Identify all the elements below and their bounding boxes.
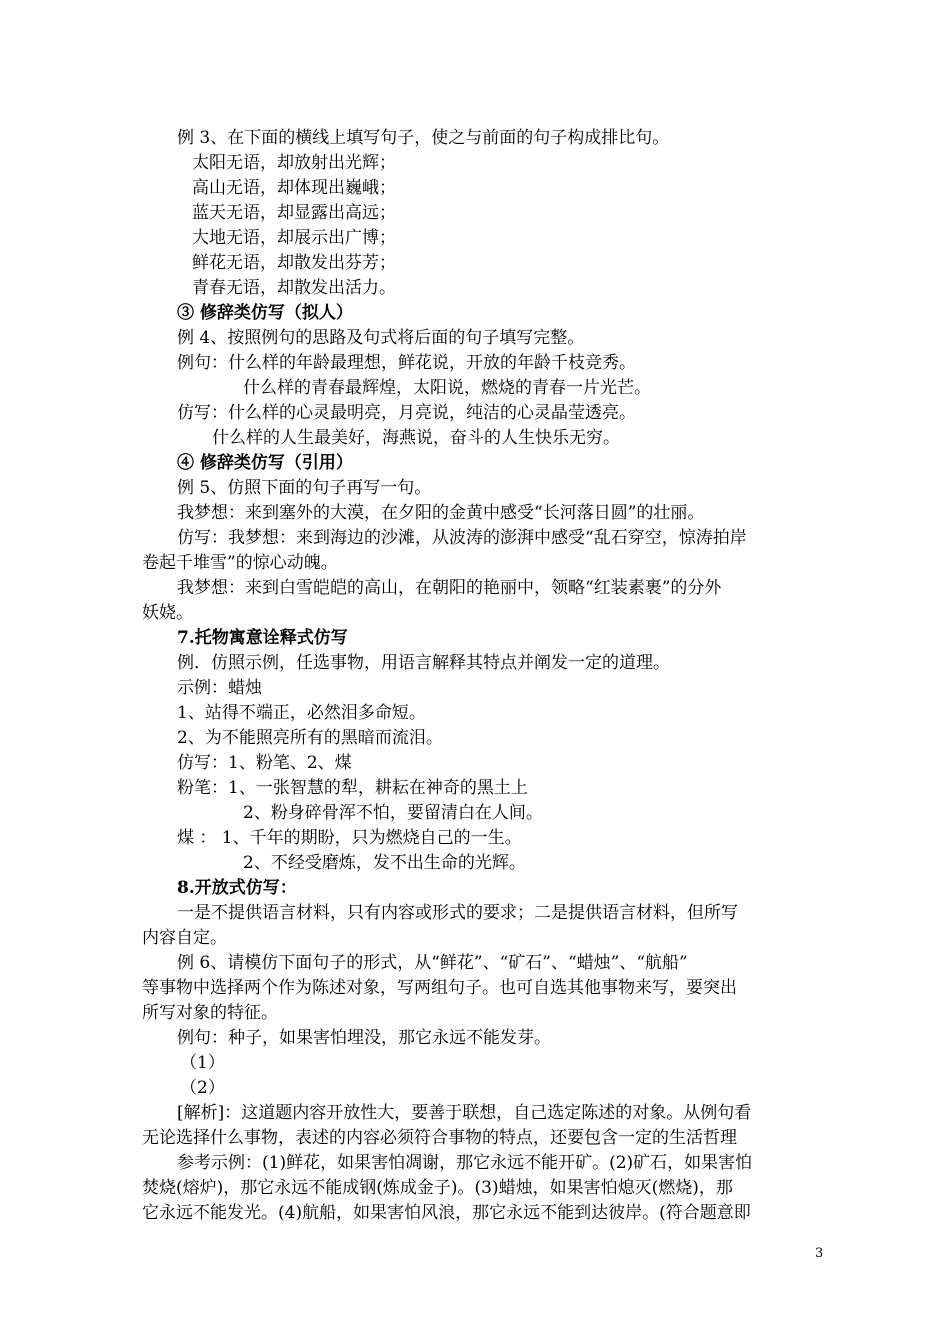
- example3-line-1: 太阳无语，却放射出光辉；: [192, 153, 396, 173]
- example7-imitation-label: 仿写：1、粉笔、2、煤: [177, 753, 352, 773]
- example3-line-6: 青春无语，却散发出活力。: [192, 278, 396, 298]
- example3-line-2: 高山无语，却体现出巍峨；: [192, 178, 396, 198]
- example7-sample-item-2: 2、为不能照亮所有的黑暗而流泪。: [177, 728, 443, 748]
- example7-chalk-item-1: 粉笔：1、一张智慧的犁，耕耘在神奇的黑土上: [177, 778, 528, 798]
- section4-heading: ④ 修辞类仿写（引用）: [177, 453, 353, 473]
- example7-sample-label: 示例：蜡烛: [177, 678, 262, 698]
- example6-reference-part-1: 参考示例：(1)鲜花，如果害怕凋谢，那它永远不能开矿。(2)矿石，如果害怕: [177, 1153, 753, 1173]
- example7-chalk-item-2: 2、粉身碎骨浑不怕，要留清白在人间。: [243, 803, 543, 823]
- example7-sample-item-1: 1、站得不端正，必然泪多命短。: [177, 703, 426, 723]
- example6-reference-part-3: 它永远不能发光。(4)航船，如果害怕风浪，那它永远不能到达彼岸。(符合题意即: [142, 1203, 751, 1223]
- example6-blank-2: （2）: [180, 1078, 225, 1098]
- example6-analysis-part-1: [解析]：这道题内容开放性大，要善于联想，自己选定陈述的对象。从例句看: [177, 1103, 752, 1123]
- section3-heading: ③ 修辞类仿写（拟人）: [177, 303, 353, 323]
- example3-line-3: 蓝天无语，却显露出高远；: [192, 203, 396, 223]
- section8-heading: 8.开放式仿写：: [177, 878, 297, 898]
- example5-imitation-part-2: 卷起千堆雪”的惊心动魄。: [142, 553, 338, 573]
- example5-prompt: 例 5、仿照下面的句子再写一句。: [177, 478, 432, 498]
- example5-imitation2-part-2: 妖娆。: [142, 603, 193, 623]
- section8-description-part-2: 内容自定。: [142, 928, 227, 948]
- example6-prompt-part-2: 等事物中选择两个作为陈述对象，写两组句子。也可自选其他事物来写，要突出: [142, 978, 737, 998]
- example4-imitation-line-2: 什么样的人生最美好，海燕说，奋斗的人生快乐无穷。: [212, 428, 620, 448]
- example6-prompt-part-3: 所写对象的特征。: [142, 1003, 278, 1023]
- example6-prompt-part-1: 例 6、请模仿下面句子的形式，从“鲜花”、“矿石”、“蜡烛”、“航船”: [177, 953, 688, 973]
- example4-imitation-line-1: 仿写：什么样的心灵最明亮，月亮说，纯洁的心灵晶莹透亮。: [177, 403, 636, 423]
- example7-coal-item-1: 煤 ： 1、千年的期盼，只为燃烧自己的一生。: [177, 828, 522, 848]
- example5-imitation-part-1: 仿写：我梦想：来到海边的沙滩，从波涛的澎湃中感受“乱石穿空，惊涛拍岸: [177, 528, 747, 548]
- example6-analysis-part-2: 无论选择什么事物，表述的内容必须符合事物的特点，还要包含一定的生活哲理: [142, 1128, 737, 1148]
- example7-coal-item-2: 2、不经受磨炼，发不出生命的光辉。: [243, 853, 526, 873]
- section8-description-part-1: 一是不提供语言材料，只有内容或形式的要求；二是提供语言材料，但所写: [177, 903, 738, 923]
- example6-blank-1: （1）: [180, 1053, 225, 1073]
- example7-prompt: 例．仿照示例，任选事物，用语言解释其特点并阐发一定的道理。: [177, 653, 670, 673]
- example6-sample: 例句：种子，如果害怕埋没，那它永远不能发芽。: [177, 1028, 551, 1048]
- example3-line-5: 鲜花无语，却散发出芬芳；: [192, 253, 396, 273]
- example4-prompt: 例 4、按照例句的思路及句式将后面的句子填写完整。: [177, 328, 585, 348]
- example4-sample-line-2: 什么样的青春最辉煌，太阳说，燃烧的青春一片光芒。: [243, 378, 651, 398]
- page-number: 3: [815, 1246, 824, 1261]
- section7-heading: 7.托物寓意诠释式仿写: [177, 628, 348, 648]
- example6-reference-part-2: 焚烧(熔炉)，那它永远不能成钢(炼成金子)。(3)蜡烛，如果害怕熄灭(燃烧)，那: [142, 1178, 733, 1198]
- example3-line-4: 大地无语，却展示出广博；: [192, 228, 396, 248]
- example5-sample: 我梦想：来到塞外的大漠，在夕阳的金黄中感受“长河落日圆”的壮丽。: [177, 503, 705, 523]
- example4-sample-line-1: 例句：什么样的年龄最理想，鲜花说，开放的年龄千枝竞秀。: [177, 353, 636, 373]
- example3-prompt: 例 3、在下面的横线上填写句子，使之与前面的句子构成排比句。: [177, 128, 670, 148]
- example5-imitation2-part-1: 我梦想：来到白雪皑皑的高山，在朝阳的艳丽中，领略“红装素裹”的分外: [177, 578, 722, 598]
